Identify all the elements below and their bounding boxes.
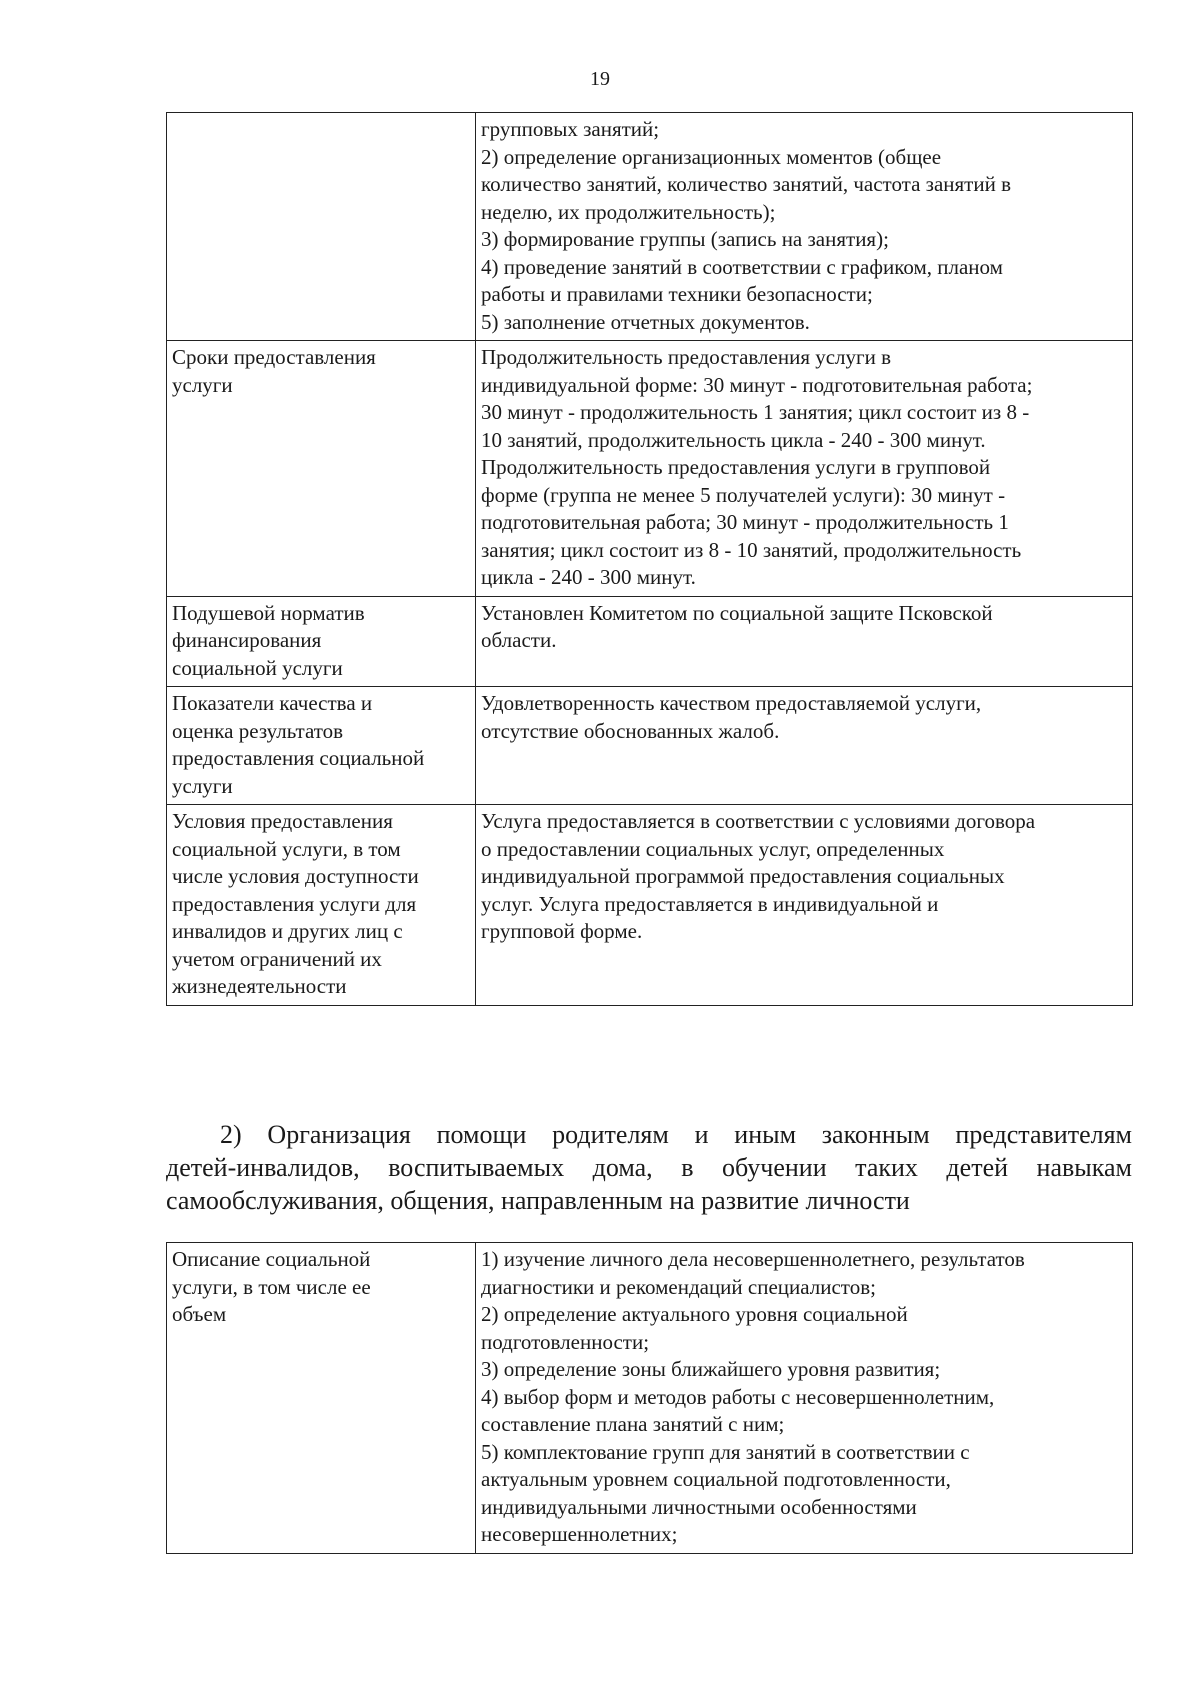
row-label-line: оценка результатов	[172, 718, 344, 743]
row-label-line: социальной услуги, в том	[172, 836, 401, 861]
service-table-1	[166, 112, 1133, 1006]
row-content-cell	[476, 113, 1133, 341]
row-label-cell	[167, 113, 476, 341]
row-content-line: 5) комплектование групп для занятий в соответствии с	[481, 1439, 970, 1464]
row-content-line: 10 занятий, продолжительность цикла - 240 - 300 минут.	[481, 427, 986, 452]
row-content-cell	[476, 341, 1133, 597]
row-content-line: 2) определение организационных моментов (общее	[481, 144, 942, 169]
row-label-cell	[167, 1243, 476, 1554]
row-content-line: Установлен Комитетом по социальной защите Псковской	[481, 600, 993, 625]
row-label-line: Условия предоставления	[172, 809, 393, 833]
row-content-line: индивидуальной программой предоставления социальных	[481, 864, 1005, 888]
row-content-line: подготовленности;	[481, 1329, 650, 1354]
row-content-line: индивидуальными личностными особенностями	[481, 1494, 917, 1519]
row-label-line: числе условия доступности	[172, 864, 419, 888]
row-label-line: Сроки предоставления	[172, 345, 376, 369]
table-2-body	[167, 1243, 1133, 1554]
row-content-line: 2) определение актуального уровня социальной	[481, 1302, 908, 1326]
row-content-cell	[476, 687, 1133, 805]
table-1-body	[167, 113, 1133, 1006]
row-content-line: 30 минут - продолжительность 1 занятия; цикл состоит из 8 -	[481, 400, 1030, 424]
row-content-line: составление плана занятий с ним;	[481, 1412, 785, 1436]
row-label-line: инвалидов и других лиц с	[172, 919, 403, 943]
row-content-line: диагностики и рекомендаций специалистов;	[481, 1274, 876, 1299]
row-content-line: подготовительная работа; 30 минут - продолжительность 1	[481, 510, 1009, 534]
row-content-line: о предоставлении социальных услуг, определенных	[481, 836, 945, 861]
row-label-line: услуги	[172, 773, 233, 798]
row-label-cell	[167, 687, 476, 805]
section-heading-line-2: детей-инвалидов, воспитываемых дома, в обучении таких детей навыкам	[166, 1153, 1132, 1182]
section-heading	[166, 1118, 1132, 1217]
row-label-line: жизнедеятельности	[172, 974, 347, 998]
table-row	[167, 687, 1133, 805]
row-content-cell	[476, 1243, 1133, 1554]
row-content-line: услуг. Услуга предоставляется в индивидуальной и	[481, 891, 939, 916]
row-content-line: неделю, их продолжительность);	[481, 199, 776, 224]
table-row	[167, 596, 1133, 687]
row-content-line: количество занятий, количество занятий, частота занятий в	[481, 172, 1012, 196]
section-heading-line-1	[166, 1118, 1132, 1151]
row-content-line: Продолжительность предоставления услуги в	[481, 345, 892, 369]
row-content-line: групповой форме.	[481, 919, 643, 943]
table-row	[167, 805, 1133, 1006]
row-content-line: 4) проведение занятий в соответствии с графиком, планом	[481, 254, 1003, 279]
row-label-cell	[167, 341, 476, 597]
table-row	[167, 341, 1133, 597]
row-content-line: актуальным уровнем социальной подготовленности,	[481, 1467, 951, 1491]
service-table-2	[166, 1242, 1133, 1554]
row-content-line: 3) формирование группы (запись на занятия);	[481, 227, 889, 251]
row-content-line: цикла - 240 - 300 минут.	[481, 565, 696, 589]
row-content-line: индивидуальной форме: 30 минут - подготовительная работа;	[481, 372, 1033, 397]
row-label-line: объем	[172, 1302, 227, 1326]
row-content-line: Продолжительность предоставления услуги в групповой	[481, 455, 991, 479]
row-label-line: услуги, в том числе ее	[172, 1274, 371, 1299]
row-content-line: занятия; цикл состоит из 8 - 10 занятий, продолжительность	[481, 537, 1022, 562]
row-content-line: форме (группа не менее 5 получателей услуги): 30 минут -	[481, 482, 1006, 507]
section-heading-text-1: 2) Организация помощи родителям и иным законным представителям	[220, 1120, 1132, 1149]
row-content-line: Услуга предоставляется в соответствии с условиями договора	[481, 809, 1036, 833]
row-content-line: Удовлетворенность качеством предоставляемой услуги,	[481, 691, 982, 715]
row-label-line: учетом ограничений их	[172, 946, 382, 971]
row-content-cell	[476, 805, 1133, 1006]
row-content-line: 3) определение зоны ближайшего уровня развития;	[481, 1357, 941, 1381]
row-content-line: 1) изучение личного дела несовершеннолетнего, результатов	[481, 1247, 1025, 1271]
page-number: 19	[590, 68, 610, 90]
row-label-cell	[167, 596, 476, 687]
row-label-line: предоставления услуги для	[172, 891, 417, 916]
row-content-line: несовершеннолетних;	[481, 1522, 678, 1546]
row-label-line: услуги	[172, 372, 233, 397]
row-content-cell	[476, 596, 1133, 687]
section-heading-line-3: самообслуживания, общения, направленным на развитие личности	[166, 1186, 910, 1215]
row-label-line: Подушевой норматив	[172, 600, 365, 625]
row-label-line: предоставления социальной	[172, 746, 425, 770]
row-label-cell	[167, 805, 476, 1006]
table-row	[167, 1243, 1133, 1554]
row-content-line: 5) заполнение отчетных документов.	[481, 309, 810, 334]
row-content-line: отсутствие обоснованных жалоб.	[481, 718, 780, 743]
row-label-line: финансирования	[172, 628, 322, 652]
row-content-line: групповых занятий;	[481, 117, 660, 141]
table-row	[167, 113, 1133, 341]
row-label-line: социальной услуги	[172, 655, 343, 680]
row-label-line: Показатели качества и	[172, 691, 373, 715]
row-content-line: области.	[481, 628, 557, 652]
row-content-line: работы и правилами техники безопасности;	[481, 282, 873, 306]
row-label-line: Описание социальной	[172, 1247, 371, 1271]
row-content-line: 4) выбор форм и методов работы с несовершеннолетним,	[481, 1384, 995, 1409]
